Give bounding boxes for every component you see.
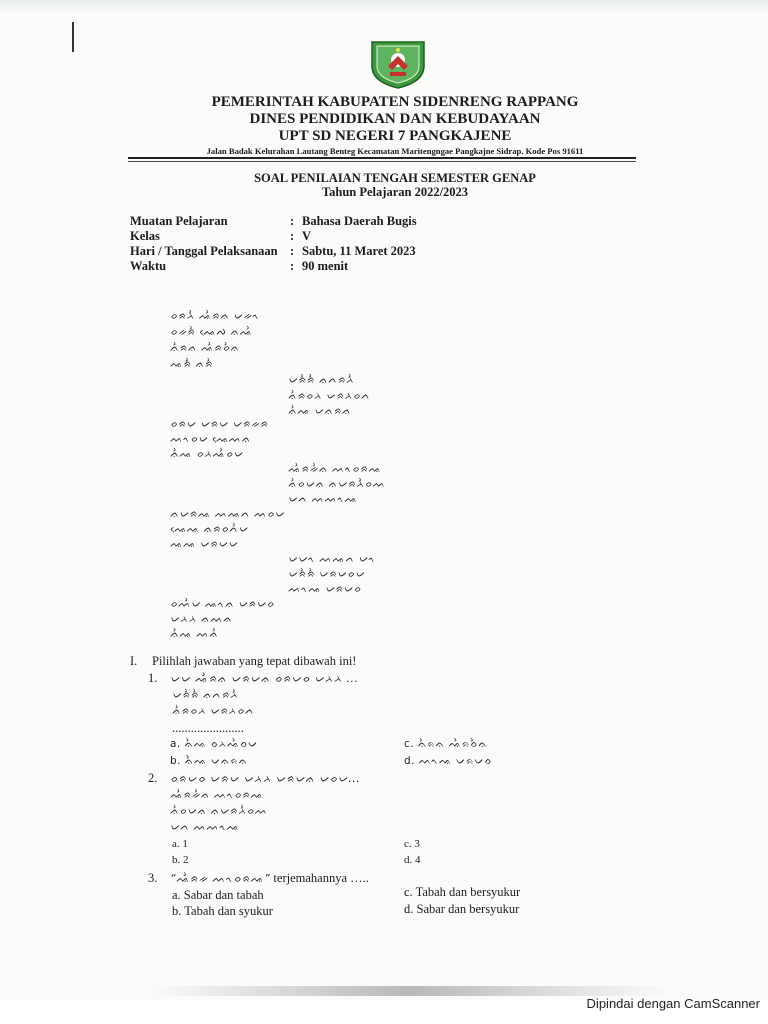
info-colon: : — [290, 259, 295, 273]
header-school: UPT SD NEGERI 7 PANGKAJENE — [278, 128, 512, 144]
camscanner-watermark: Dipindai dengan CamScanner — [586, 996, 760, 1011]
info-colon: : — [290, 244, 295, 258]
question-line: ᨊᨛᨑᨔᨂ ᨆᨑᨂᨔᨈ — [172, 705, 255, 717]
poem-line: ᨊᨆᨑᨕ ᨓᨕᨈ ᨓᨔᨆ — [170, 508, 285, 520]
poem-line: ᨕᨛᨑᨀᨛᨊ ᨓᨚᨔᨑᨕ — [288, 463, 382, 475]
section-instruction: Pilihlah jawaban yang tepat dibawah ini! — [152, 654, 357, 668]
info-label: Hari / Tanggal Pelaksanaan — [130, 244, 278, 258]
scan-edge-mark — [72, 22, 74, 52]
option-a: a. Sabar dan tabah — [172, 888, 264, 902]
header-department: DINES PENDIDIKAN DAN KEBUDAYAAN — [249, 111, 541, 127]
regency-emblem-icon — [368, 36, 428, 90]
option-c: c. Tabah dan bersyukur — [404, 885, 521, 899]
poem-line: ᨕᨙᨕ ᨊᨑᨔᨈᨛᨆ — [170, 523, 249, 535]
question-stem: ᨆᨆ ᨕᨛᨑᨊ ᨆᨑᨆᨊ ᨔᨑᨆᨔ ᨆᨂᨂ ... — [170, 672, 359, 685]
question-number: 2. — [148, 771, 158, 785]
option-c: c. 3 — [404, 838, 420, 850]
bottom-scan-shadow — [150, 986, 670, 996]
exam-title: SOAL PENILAIAN TENGAH SEMESTER GENAP — [254, 171, 536, 185]
exam-year: Tahun Pelajaran 2022/2023 — [321, 185, 469, 199]
poem-line: ᨆᨂᨂ ᨊᨓᨊ — [170, 613, 233, 625]
poem-line: ᨊᨛᨕ ᨆᨊᨑᨊ — [288, 405, 352, 417]
option-a: a. 1 — [172, 838, 188, 850]
poem-line: ᨆᨑᨛᨑᨛ ᨊᨈᨑᨂᨛ — [288, 374, 355, 386]
section-number: I. — [130, 654, 138, 668]
question-stem: ᨔᨑᨆᨔ ᨆᨑᨆ ᨆᨂᨂ ᨆᨑᨆᨊ ᨆᨔᨆ... — [170, 772, 361, 785]
school-address: Jalan Badak Kelurahan Lautang Benteg Kecamatan Maritengngae Pangkajne Sidrap. Kode Pos 91611 — [206, 146, 584, 156]
option-b: b. 2 — [172, 854, 189, 866]
info-value: Sabtu, 11 Maret 2023 — [302, 244, 416, 258]
poem-line: ᨊᨛᨑᨊ ᨕᨛᨑᨔᨛᨊ — [170, 342, 240, 354]
info-label: Muatan Pelajaran — [130, 214, 228, 228]
poem-line: ᨊᨛᨔᨆᨊ ᨊᨆᨑᨂᨛᨔᨓ — [288, 478, 386, 490]
option-c: c. ᨊᨛᨑᨊ ᨕᨛᨑᨔᨛᨊ — [404, 738, 488, 750]
poem-line: ᨆᨈ ᨓᨓᨚᨕ — [288, 493, 358, 505]
question-line: ᨆᨈ ᨓᨓᨚᨕ — [170, 821, 240, 833]
poem-line: ᨓᨚᨔᨆ ᨕᨙᨓᨊ — [170, 433, 251, 445]
option-d: d. Sabar dan bersyukur — [404, 902, 520, 916]
poem-line: ᨊᨛᨕ ᨔᨂᨕᨛᨔᨆ — [170, 448, 244, 460]
poem-line: ᨊᨛᨑᨔᨂ ᨆᨑᨂᨔᨈ — [288, 390, 371, 402]
top-scan-shadow — [0, 0, 768, 14]
header-rule-thin — [128, 161, 636, 162]
header-rule-thick — [128, 157, 636, 159]
option-d: d. 4 — [404, 854, 421, 866]
poem-line: ᨓᨚᨕ ᨆᨑᨆᨔ — [288, 583, 362, 595]
question-number: 1. — [148, 671, 158, 685]
info-label: Kelas — [130, 229, 160, 243]
info-value: 90 menit — [302, 259, 349, 273]
option-b: b. ᨊᨛᨕ ᨆᨊᨑᨊ — [170, 755, 249, 767]
option-a: a. ᨊᨛᨕ ᨔᨂᨕᨛᨔᨆ — [170, 738, 259, 750]
info-value: V — [302, 229, 312, 243]
poem-line: ᨔᨑᨆ ᨆᨑᨆ ᨆᨑᨀᨑ — [170, 418, 269, 430]
option-d: d. ᨓᨚᨕ ᨆᨑᨆᨔ — [404, 755, 493, 767]
poem-line: ᨔᨑᨂᨛ ᨕᨛᨑᨊ ᨆᨀᨚ — [170, 310, 260, 322]
info-label: Waktu — [130, 259, 167, 273]
header-government: PEMERINTAH KABUPATEN SIDENRENG RAPPANG — [211, 94, 579, 110]
info-value: Bahasa Daerah Bugis — [302, 214, 417, 228]
question-stem — [170, 871, 369, 886]
question-line: ᨆᨑᨛᨑᨛ ᨊᨈᨑᨂᨛ — [172, 689, 239, 701]
question-stem-text: terjemahannya ….. — [270, 871, 369, 885]
question-line: ᨊᨛᨔᨆᨊ ᨊᨆᨑᨂᨛᨔᨓ — [170, 805, 268, 817]
info-colon: : — [290, 214, 295, 228]
question-number: 3. — [148, 871, 158, 885]
poem-line: ᨆᨆᨚ ᨓᨕᨈ ᨆᨚ — [288, 553, 376, 565]
poem-line: ᨕᨕ ᨆᨑᨆᨆ — [170, 538, 239, 550]
poem-line: ᨔᨀᨑᨛ ᨕᨙᨄ ᨊᨕᨛ — [170, 326, 253, 338]
poem-line: ᨆᨑᨛᨑᨛ ᨆᨑᨆᨔᨆ — [288, 568, 366, 580]
poem-line: ᨊᨛᨕ ᨓᨊᨛ — [170, 628, 219, 640]
answer-blank: ....................... — [172, 721, 244, 735]
option-b: b. Tabah dan syukur — [172, 904, 273, 918]
poem-line: ᨕᨑᨗᨛ ᨊᨑᨛ — [170, 358, 214, 370]
question-stem-lontara: “ᨕᨛᨑᨀ ᨓᨚᨔᨑᨕ” — [170, 872, 271, 885]
question-line: ᨕᨛᨑᨀᨛᨊ ᨓᨚᨔᨑᨕ — [170, 789, 264, 801]
info-colon: : — [290, 229, 295, 243]
poem-line: ᨔᨓᨛᨆ ᨕᨚᨊ ᨆᨑᨆᨔ — [170, 598, 275, 610]
